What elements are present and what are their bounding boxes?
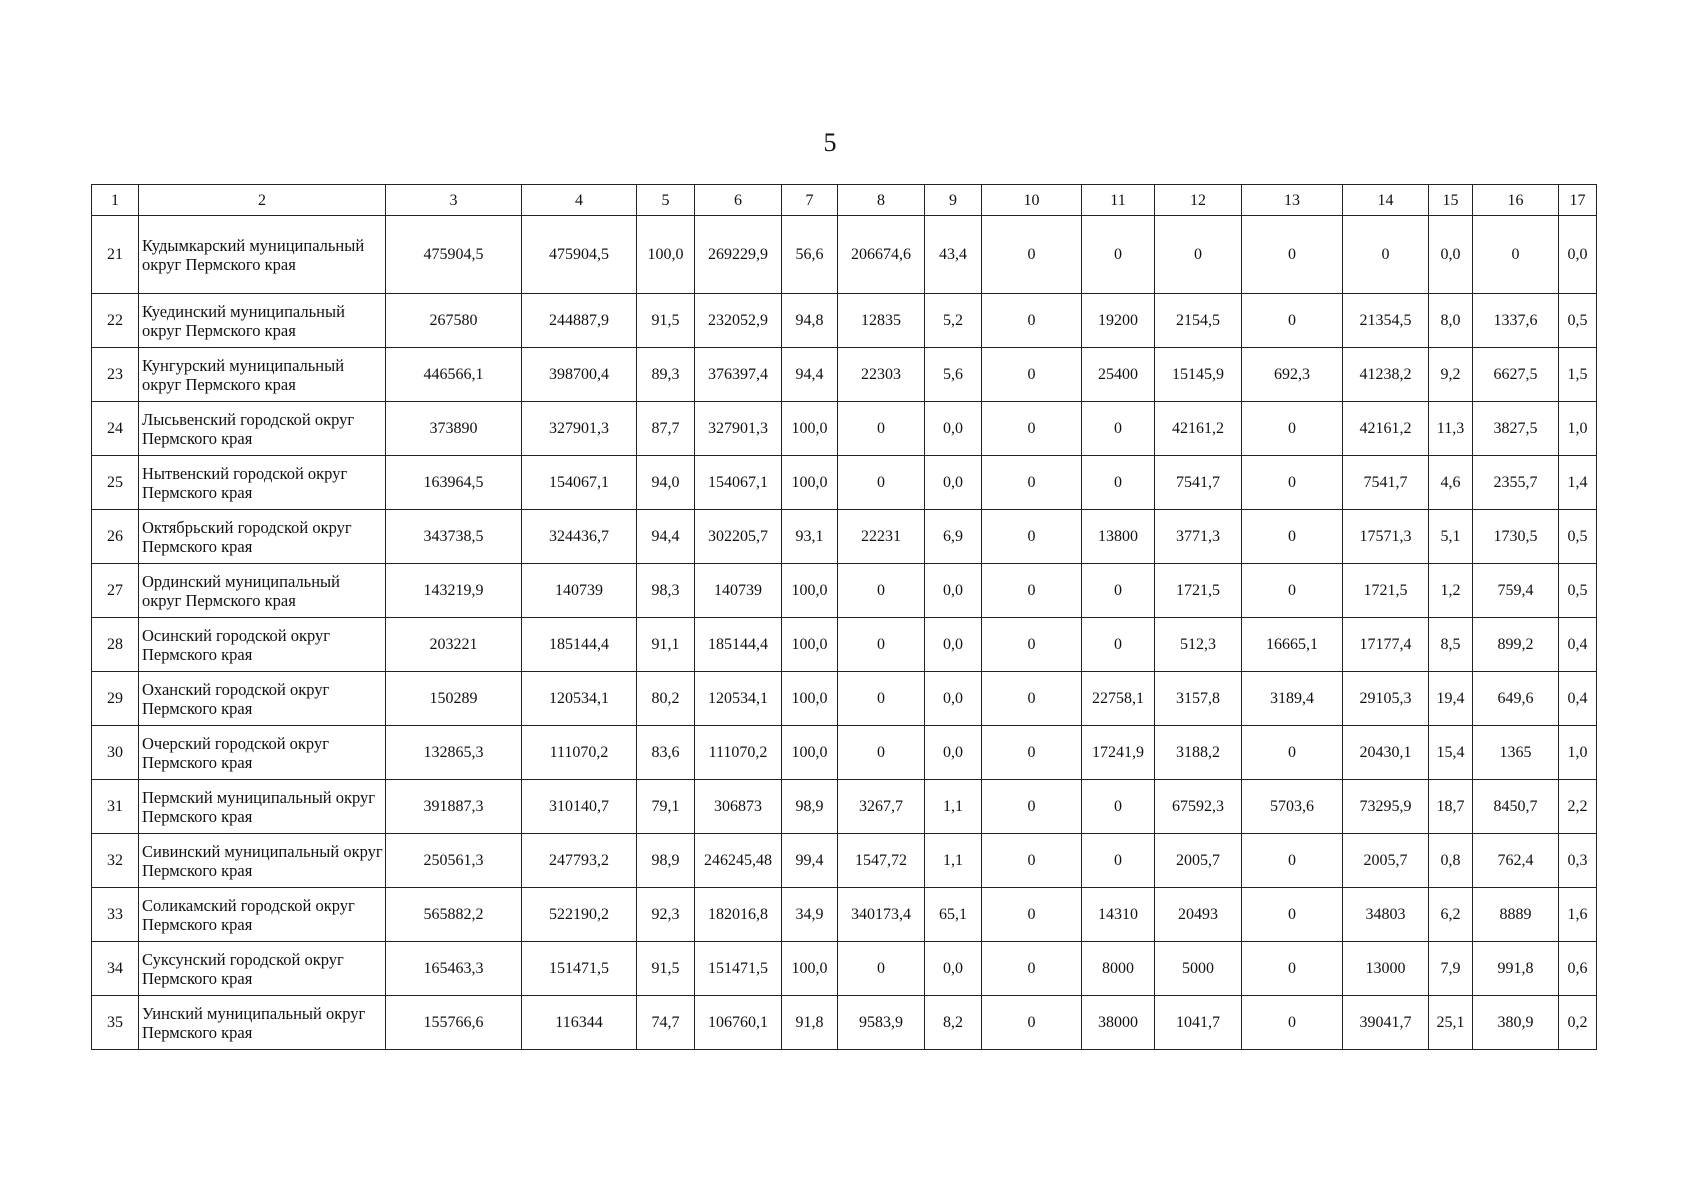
municipality-name: Оханский городской округ Пермского края — [139, 672, 386, 726]
municipality-name: Нытвенский городской округ Пермского края — [139, 456, 386, 510]
municipality-name: Кунгурский муниципальный округ Пермского края — [139, 348, 386, 402]
cell-col-9: 1,1 — [925, 834, 982, 888]
cell-col-15: 19,4 — [1429, 672, 1473, 726]
cell-col-14: 17571,3 — [1343, 510, 1429, 564]
cell-col-7: 93,1 — [782, 510, 838, 564]
cell-col-4: 111070,2 — [522, 726, 637, 780]
cell-col-9: 43,4 — [925, 216, 982, 294]
cell-col-8: 0 — [838, 726, 925, 780]
cell-col-4: 327901,3 — [522, 402, 637, 456]
row-number: 28 — [92, 618, 139, 672]
cell-col-5: 94,4 — [637, 510, 695, 564]
cell-col-9: 0,0 — [925, 456, 982, 510]
cell-col-14: 21354,5 — [1343, 294, 1429, 348]
municipality-name: Пермский муниципальный округ Пермского края — [139, 780, 386, 834]
column-header-11: 11 — [1082, 185, 1155, 216]
cell-col-7: 100,0 — [782, 456, 838, 510]
cell-col-9: 0,0 — [925, 564, 982, 618]
cell-col-8: 22231 — [838, 510, 925, 564]
table-row — [92, 564, 1597, 618]
cell-col-5: 83,6 — [637, 726, 695, 780]
row-number: 32 — [92, 834, 139, 888]
cell-col-4: 398700,4 — [522, 348, 637, 402]
cell-col-7: 56,6 — [782, 216, 838, 294]
municipality-name: Ординский муниципальный округ Пермского края — [139, 564, 386, 618]
cell-col-17: 1,0 — [1559, 402, 1597, 456]
cell-col-12: 1721,5 — [1155, 564, 1242, 618]
row-number: 34 — [92, 942, 139, 996]
cell-col-15: 9,2 — [1429, 348, 1473, 402]
cell-col-16: 8889 — [1473, 888, 1559, 942]
cell-col-17: 1,4 — [1559, 456, 1597, 510]
cell-col-17: 0,4 — [1559, 672, 1597, 726]
column-header-1: 1 — [92, 185, 139, 216]
cell-col-13: 3189,4 — [1242, 672, 1343, 726]
cell-col-14: 0 — [1343, 216, 1429, 294]
cell-col-9: 8,2 — [925, 996, 982, 1050]
cell-col-13: 0 — [1242, 456, 1343, 510]
cell-col-10: 0 — [982, 726, 1082, 780]
cell-col-12: 15145,9 — [1155, 348, 1242, 402]
cell-col-7: 98,9 — [782, 780, 838, 834]
cell-col-3: 163964,5 — [386, 456, 522, 510]
cell-col-10: 0 — [982, 672, 1082, 726]
cell-col-5: 91,1 — [637, 618, 695, 672]
cell-col-16: 380,9 — [1473, 996, 1559, 1050]
cell-col-11: 0 — [1082, 564, 1155, 618]
cell-col-14: 20430,1 — [1343, 726, 1429, 780]
cell-col-15: 6,2 — [1429, 888, 1473, 942]
cell-col-9: 6,9 — [925, 510, 982, 564]
column-header-7: 7 — [782, 185, 838, 216]
cell-col-15: 11,3 — [1429, 402, 1473, 456]
cell-col-13: 5703,6 — [1242, 780, 1343, 834]
cell-col-16: 899,2 — [1473, 618, 1559, 672]
cell-col-12: 7541,7 — [1155, 456, 1242, 510]
cell-col-10: 0 — [982, 402, 1082, 456]
cell-col-6: 140739 — [695, 564, 782, 618]
cell-col-17: 0,2 — [1559, 996, 1597, 1050]
table-row — [92, 996, 1597, 1050]
cell-col-5: 94,0 — [637, 456, 695, 510]
column-header-15: 15 — [1429, 185, 1473, 216]
cell-col-15: 15,4 — [1429, 726, 1473, 780]
cell-col-3: 150289 — [386, 672, 522, 726]
cell-col-5: 98,3 — [637, 564, 695, 618]
column-header-8: 8 — [838, 185, 925, 216]
cell-col-16: 1337,6 — [1473, 294, 1559, 348]
cell-col-10: 0 — [982, 564, 1082, 618]
cell-col-15: 8,5 — [1429, 618, 1473, 672]
municipality-name: Лысьвенский городской округ Пермского края — [139, 402, 386, 456]
cell-col-16: 3827,5 — [1473, 402, 1559, 456]
row-number: 23 — [92, 348, 139, 402]
cell-col-3: 250561,3 — [386, 834, 522, 888]
table-row — [92, 294, 1597, 348]
cell-col-10: 0 — [982, 348, 1082, 402]
cell-col-13: 0 — [1242, 726, 1343, 780]
cell-col-8: 0 — [838, 618, 925, 672]
cell-col-15: 5,1 — [1429, 510, 1473, 564]
municipality-name: Суксунский городской округ Пермского края — [139, 942, 386, 996]
cell-col-8: 0 — [838, 456, 925, 510]
cell-col-12: 1041,7 — [1155, 996, 1242, 1050]
cell-col-7: 34,9 — [782, 888, 838, 942]
cell-col-6: 327901,3 — [695, 402, 782, 456]
cell-col-3: 343738,5 — [386, 510, 522, 564]
column-header-3: 3 — [386, 185, 522, 216]
cell-col-6: 232052,9 — [695, 294, 782, 348]
cell-col-3: 165463,3 — [386, 942, 522, 996]
cell-col-12: 3157,8 — [1155, 672, 1242, 726]
cell-col-15: 1,2 — [1429, 564, 1473, 618]
cell-col-8: 9583,9 — [838, 996, 925, 1050]
row-number: 33 — [92, 888, 139, 942]
cell-col-16: 0 — [1473, 216, 1559, 294]
cell-col-9: 5,6 — [925, 348, 982, 402]
cell-col-17: 0,5 — [1559, 294, 1597, 348]
cell-col-3: 143219,9 — [386, 564, 522, 618]
cell-col-4: 244887,9 — [522, 294, 637, 348]
cell-col-7: 100,0 — [782, 564, 838, 618]
table-row — [92, 888, 1597, 942]
column-header-9: 9 — [925, 185, 982, 216]
cell-col-11: 0 — [1082, 456, 1155, 510]
cell-col-14: 39041,7 — [1343, 996, 1429, 1050]
cell-col-15: 0,0 — [1429, 216, 1473, 294]
cell-col-11: 13800 — [1082, 510, 1155, 564]
cell-col-7: 100,0 — [782, 942, 838, 996]
cell-col-10: 0 — [982, 834, 1082, 888]
cell-col-7: 94,8 — [782, 294, 838, 348]
municipality-name: Уинский муниципальный округ Пермского края — [139, 996, 386, 1050]
cell-col-5: 100,0 — [637, 216, 695, 294]
cell-col-17: 1,0 — [1559, 726, 1597, 780]
cell-col-5: 98,9 — [637, 834, 695, 888]
cell-col-9: 0,0 — [925, 672, 982, 726]
cell-col-16: 8450,7 — [1473, 780, 1559, 834]
cell-col-4: 116344 — [522, 996, 637, 1050]
cell-col-4: 120534,1 — [522, 672, 637, 726]
cell-col-9: 5,2 — [925, 294, 982, 348]
cell-col-6: 246245,48 — [695, 834, 782, 888]
cell-col-12: 0 — [1155, 216, 1242, 294]
cell-col-6: 376397,4 — [695, 348, 782, 402]
table-row — [92, 942, 1597, 996]
cell-col-6: 154067,1 — [695, 456, 782, 510]
table-row — [92, 348, 1597, 402]
cell-col-3: 475904,5 — [386, 216, 522, 294]
row-number: 27 — [92, 564, 139, 618]
cell-col-5: 89,3 — [637, 348, 695, 402]
cell-col-7: 99,4 — [782, 834, 838, 888]
cell-col-4: 475904,5 — [522, 216, 637, 294]
cell-col-12: 3771,3 — [1155, 510, 1242, 564]
cell-col-17: 0,6 — [1559, 942, 1597, 996]
cell-col-6: 182016,8 — [695, 888, 782, 942]
cell-col-4: 151471,5 — [522, 942, 637, 996]
cell-col-8: 340173,4 — [838, 888, 925, 942]
cell-col-10: 0 — [982, 294, 1082, 348]
cell-col-8: 0 — [838, 942, 925, 996]
cell-col-3: 267580 — [386, 294, 522, 348]
column-header-4: 4 — [522, 185, 637, 216]
cell-col-6: 302205,7 — [695, 510, 782, 564]
cell-col-13: 0 — [1242, 510, 1343, 564]
table-row — [92, 402, 1597, 456]
cell-col-10: 0 — [982, 456, 1082, 510]
cell-col-3: 565882,2 — [386, 888, 522, 942]
cell-col-14: 34803 — [1343, 888, 1429, 942]
cell-col-14: 73295,9 — [1343, 780, 1429, 834]
cell-col-8: 0 — [838, 564, 925, 618]
cell-col-11: 14310 — [1082, 888, 1155, 942]
row-number: 24 — [92, 402, 139, 456]
cell-col-12: 2154,5 — [1155, 294, 1242, 348]
cell-col-11: 0 — [1082, 402, 1155, 456]
cell-col-5: 87,7 — [637, 402, 695, 456]
column-header-13: 13 — [1242, 185, 1343, 216]
cell-col-13: 0 — [1242, 888, 1343, 942]
cell-col-13: 0 — [1242, 216, 1343, 294]
cell-col-17: 1,5 — [1559, 348, 1597, 402]
cell-col-3: 203221 — [386, 618, 522, 672]
cell-col-16: 649,6 — [1473, 672, 1559, 726]
cell-col-7: 91,8 — [782, 996, 838, 1050]
table-body — [92, 216, 1597, 1050]
cell-col-12: 67592,3 — [1155, 780, 1242, 834]
cell-col-4: 185144,4 — [522, 618, 637, 672]
column-header-2: 2 — [139, 185, 386, 216]
cell-col-9: 0,0 — [925, 942, 982, 996]
cell-col-6: 185144,4 — [695, 618, 782, 672]
cell-col-13: 16665,1 — [1242, 618, 1343, 672]
cell-col-10: 0 — [982, 780, 1082, 834]
cell-col-7: 100,0 — [782, 672, 838, 726]
column-header-17: 17 — [1559, 185, 1597, 216]
cell-col-3: 373890 — [386, 402, 522, 456]
table-header-row — [92, 185, 1597, 216]
cell-col-11: 22758,1 — [1082, 672, 1155, 726]
cell-col-3: 446566,1 — [386, 348, 522, 402]
cell-col-7: 100,0 — [782, 618, 838, 672]
cell-col-9: 0,0 — [925, 618, 982, 672]
municipality-name: Сивинский муниципальный округ Пермского края — [139, 834, 386, 888]
municipality-name: Очерский городской округ Пермского края — [139, 726, 386, 780]
cell-col-13: 0 — [1242, 834, 1343, 888]
cell-col-4: 324436,7 — [522, 510, 637, 564]
cell-col-3: 391887,3 — [386, 780, 522, 834]
cell-col-9: 0,0 — [925, 402, 982, 456]
cell-col-6: 111070,2 — [695, 726, 782, 780]
cell-col-4: 140739 — [522, 564, 637, 618]
cell-col-14: 7541,7 — [1343, 456, 1429, 510]
cell-col-10: 0 — [982, 216, 1082, 294]
cell-col-15: 0,8 — [1429, 834, 1473, 888]
cell-col-3: 155766,6 — [386, 996, 522, 1050]
cell-col-9: 65,1 — [925, 888, 982, 942]
cell-col-15: 8,0 — [1429, 294, 1473, 348]
cell-col-15: 4,6 — [1429, 456, 1473, 510]
cell-col-12: 5000 — [1155, 942, 1242, 996]
cell-col-11: 8000 — [1082, 942, 1155, 996]
page-number: 5 — [823, 128, 837, 157]
column-header-6: 6 — [695, 185, 782, 216]
table-row — [92, 780, 1597, 834]
cell-col-4: 522190,2 — [522, 888, 637, 942]
row-number: 31 — [92, 780, 139, 834]
cell-col-12: 20493 — [1155, 888, 1242, 942]
table-row — [92, 456, 1597, 510]
column-header-5: 5 — [637, 185, 695, 216]
cell-col-11: 0 — [1082, 216, 1155, 294]
cell-col-5: 92,3 — [637, 888, 695, 942]
municipality-name: Октябрьский городской округ Пермского края — [139, 510, 386, 564]
column-header-16: 16 — [1473, 185, 1559, 216]
cell-col-10: 0 — [982, 510, 1082, 564]
cell-col-11: 25400 — [1082, 348, 1155, 402]
municipality-name: Куединский муниципальный округ Пермского края — [139, 294, 386, 348]
cell-col-13: 692,3 — [1242, 348, 1343, 402]
column-header-12: 12 — [1155, 185, 1242, 216]
cell-col-12: 42161,2 — [1155, 402, 1242, 456]
cell-col-11: 17241,9 — [1082, 726, 1155, 780]
cell-col-14: 13000 — [1343, 942, 1429, 996]
cell-col-6: 151471,5 — [695, 942, 782, 996]
cell-col-16: 759,4 — [1473, 564, 1559, 618]
cell-col-8: 1547,72 — [838, 834, 925, 888]
cell-col-16: 1730,5 — [1473, 510, 1559, 564]
cell-col-7: 100,0 — [782, 402, 838, 456]
cell-col-5: 74,7 — [637, 996, 695, 1050]
cell-col-13: 0 — [1242, 996, 1343, 1050]
cell-col-15: 18,7 — [1429, 780, 1473, 834]
cell-col-15: 7,9 — [1429, 942, 1473, 996]
cell-col-8: 22303 — [838, 348, 925, 402]
municipality-name: Соликамский городской округ Пермского края — [139, 888, 386, 942]
cell-col-4: 310140,7 — [522, 780, 637, 834]
cell-col-17: 0,5 — [1559, 510, 1597, 564]
cell-col-8: 0 — [838, 672, 925, 726]
cell-col-11: 19200 — [1082, 294, 1155, 348]
cell-col-16: 6627,5 — [1473, 348, 1559, 402]
cell-col-8: 12835 — [838, 294, 925, 348]
cell-col-10: 0 — [982, 888, 1082, 942]
row-number: 22 — [92, 294, 139, 348]
budget-table — [91, 184, 1597, 1050]
cell-col-8: 3267,7 — [838, 780, 925, 834]
cell-col-16: 991,8 — [1473, 942, 1559, 996]
row-number: 30 — [92, 726, 139, 780]
row-number: 35 — [92, 996, 139, 1050]
cell-col-8: 206674,6 — [838, 216, 925, 294]
cell-col-14: 1721,5 — [1343, 564, 1429, 618]
cell-col-13: 0 — [1242, 294, 1343, 348]
row-number: 21 — [92, 216, 139, 294]
table-row — [92, 834, 1597, 888]
cell-col-17: 0,3 — [1559, 834, 1597, 888]
cell-col-12: 512,3 — [1155, 618, 1242, 672]
table-row — [92, 510, 1597, 564]
table-row — [92, 216, 1597, 294]
cell-col-5: 80,2 — [637, 672, 695, 726]
cell-col-3: 132865,3 — [386, 726, 522, 780]
cell-col-7: 100,0 — [782, 726, 838, 780]
cell-col-4: 154067,1 — [522, 456, 637, 510]
cell-col-6: 306873 — [695, 780, 782, 834]
cell-col-6: 120534,1 — [695, 672, 782, 726]
cell-col-6: 269229,9 — [695, 216, 782, 294]
column-header-14: 14 — [1343, 185, 1429, 216]
cell-col-17: 0,0 — [1559, 216, 1597, 294]
cell-col-13: 0 — [1242, 942, 1343, 996]
cell-col-17: 1,6 — [1559, 888, 1597, 942]
cell-col-16: 762,4 — [1473, 834, 1559, 888]
cell-col-13: 0 — [1242, 402, 1343, 456]
cell-col-14: 17177,4 — [1343, 618, 1429, 672]
cell-col-11: 0 — [1082, 618, 1155, 672]
row-number: 29 — [92, 672, 139, 726]
cell-col-12: 3188,2 — [1155, 726, 1242, 780]
cell-col-9: 0,0 — [925, 726, 982, 780]
cell-col-13: 0 — [1242, 564, 1343, 618]
cell-col-16: 1365 — [1473, 726, 1559, 780]
table-row — [92, 672, 1597, 726]
cell-col-12: 2005,7 — [1155, 834, 1242, 888]
cell-col-14: 42161,2 — [1343, 402, 1429, 456]
cell-col-10: 0 — [982, 618, 1082, 672]
cell-col-4: 247793,2 — [522, 834, 637, 888]
cell-col-14: 41238,2 — [1343, 348, 1429, 402]
cell-col-17: 2,2 — [1559, 780, 1597, 834]
cell-col-14: 2005,7 — [1343, 834, 1429, 888]
cell-col-6: 106760,1 — [695, 996, 782, 1050]
cell-col-14: 29105,3 — [1343, 672, 1429, 726]
cell-col-15: 25,1 — [1429, 996, 1473, 1050]
column-header-10: 10 — [982, 185, 1082, 216]
cell-col-17: 0,5 — [1559, 564, 1597, 618]
cell-col-5: 91,5 — [637, 294, 695, 348]
municipality-name: Кудымкарский муниципальный округ Пермского края — [139, 216, 386, 294]
cell-col-8: 0 — [838, 402, 925, 456]
cell-col-9: 1,1 — [925, 780, 982, 834]
table-row — [92, 726, 1597, 780]
cell-col-11: 0 — [1082, 780, 1155, 834]
cell-col-5: 91,5 — [637, 942, 695, 996]
cell-col-10: 0 — [982, 996, 1082, 1050]
row-number: 25 — [92, 456, 139, 510]
cell-col-16: 2355,7 — [1473, 456, 1559, 510]
cell-col-11: 0 — [1082, 834, 1155, 888]
cell-col-7: 94,4 — [782, 348, 838, 402]
row-number: 26 — [92, 510, 139, 564]
cell-col-11: 38000 — [1082, 996, 1155, 1050]
cell-col-17: 0,4 — [1559, 618, 1597, 672]
cell-col-10: 0 — [982, 942, 1082, 996]
municipality-name: Осинский городской округ Пермского края — [139, 618, 386, 672]
cell-col-5: 79,1 — [637, 780, 695, 834]
table-row — [92, 618, 1597, 672]
